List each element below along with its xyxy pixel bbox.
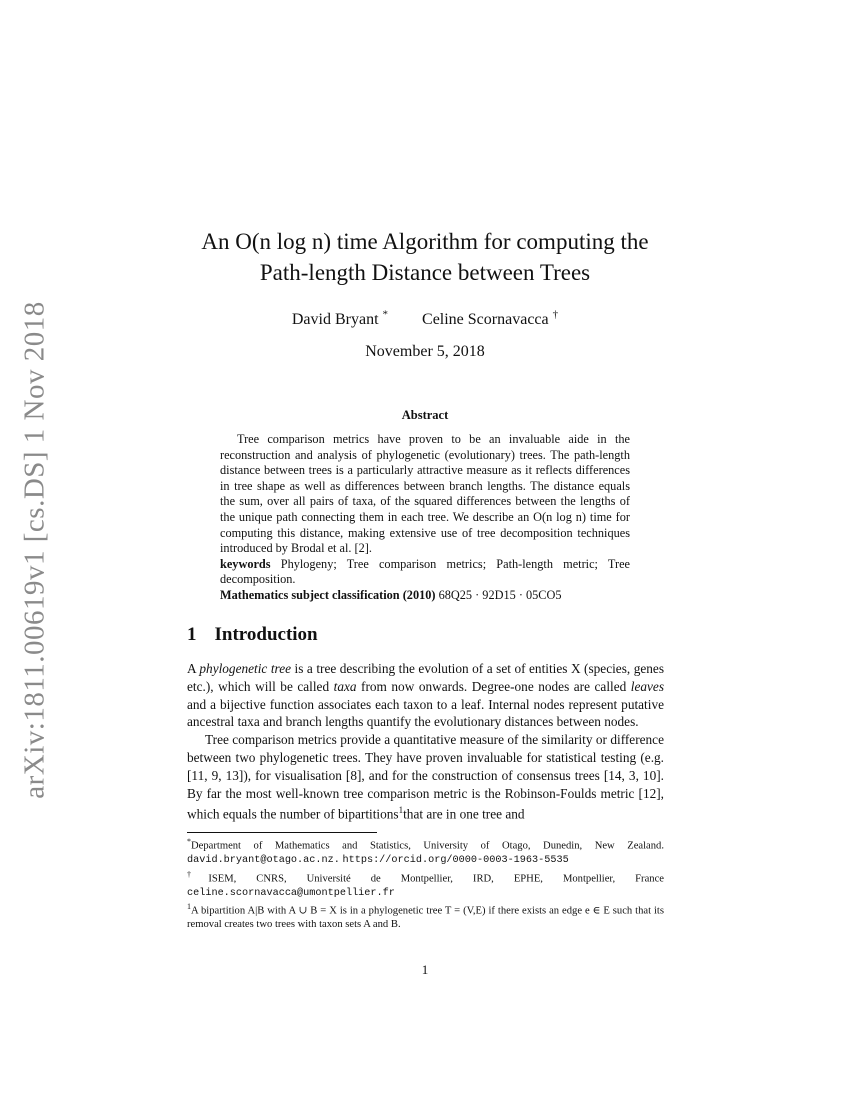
abstract <box>220 432 630 604</box>
arxiv-stamp <box>12 300 58 800</box>
footnote-ref-1: 1 <box>398 805 404 816</box>
paper-date: November 5, 2018 <box>365 343 485 360</box>
keywords-label: keywords <box>220 556 271 571</box>
author-1 <box>292 311 388 328</box>
footnote-2-text: ISEM, CNRS, Université de Montpellier, IRD, EPHE, Montpellier, France <box>208 873 664 885</box>
footnote-3 <box>187 900 664 932</box>
title-line-2: Path-length Distance between Trees <box>259 260 591 285</box>
p1-text-c: from now onwards. Degree-one nodes are called <box>356 678 631 694</box>
paragraph-2 <box>187 731 664 823</box>
page-number: 1 <box>421 962 429 977</box>
footnote-1 <box>187 835 664 868</box>
footnote-1-text: Department of Mathematics and Statistics, University of Otago, Dunedin, New Zealand. <box>191 840 664 852</box>
keywords-text: Phylogeny; Tree comparison metrics; Path-length metric; Tree decomposition. <box>220 556 630 587</box>
section-title: Introduction <box>214 624 318 645</box>
author-1-mark: * <box>382 309 389 321</box>
section-heading <box>187 624 318 646</box>
abstract-text: Tree comparison metrics have proven to be an invaluable aide in the reconstruction and analysis of phylogenetic (evolutionary) trees. The path-length distance between trees is a particularly attractive measure as it reflects differences in tree shape as well as differences between branch lengths. The distance equals the sum, over all pairs of taxa, of the squared differences between the lengths of the unique path connecting them in each tree. We describe an O(n log n) time for computing this distance, making extensive use of tree decomposition techniques introduced by Brodal et al. [2]. <box>220 432 630 556</box>
footnote-rule <box>187 832 377 833</box>
p2-text-b: that are in one tree and <box>403 806 525 822</box>
msc-codes: 68Q25 · 92D15 · 05CO5 <box>438 587 562 602</box>
body-text <box>187 660 664 824</box>
msc-classification <box>220 588 630 604</box>
author-list <box>200 309 650 329</box>
footnote-1-url[interactable]: https://orcid.org/0000-0003-1963-5535 <box>342 855 569 867</box>
msc-label: Mathematics subject classification (2010) <box>220 587 436 602</box>
arxiv-identifier: arXiv:1811.00619v1 [cs.DS] 1 Nov 2018 <box>18 301 51 799</box>
p1-text-a: A <box>187 661 200 676</box>
footnote-1-email[interactable]: david.bryant@otago.ac.nz. <box>187 855 340 867</box>
p1-term-taxa: taxa <box>333 678 357 694</box>
footnotes <box>187 835 664 932</box>
p2-text-a: Tree comparison metrics provide a quantitative measure of the similarity or difference between two phylogenetic trees. They have proven invaluable for statistical testing (e.g. [11, 9, 13]), for visualisation [8], and for the construction of consensus trees [14, 3, 10]. By far the most well-known tree comparison metric is the Robinson-Foulds metric [12], which equals the number of bipartitions <box>187 732 664 822</box>
p1-term-leaves: leaves <box>630 678 664 694</box>
keywords <box>220 557 630 588</box>
footnote-2-email[interactable]: celine.scornavacca@umontpellier.fr <box>187 887 395 899</box>
footnote-3-text: A bipartition A|B with A ∪ B = X is in a phylogenetic tree T = (V,E) if there exists an edge e ∈ E such that its removal creates two trees with taxon sets A and B. <box>187 905 664 931</box>
author-2-mark: † <box>552 309 559 321</box>
paragraph-1 <box>187 660 664 731</box>
section-number: 1 <box>187 624 197 645</box>
footnote-2-mark: † <box>187 869 209 879</box>
title-line-1: An O(n log n) time Algorithm for computing the <box>201 229 649 254</box>
author-1-name: David Bryant <box>291 311 379 329</box>
abstract-heading: Abstract <box>401 408 449 422</box>
footnote-1-mark: * <box>187 837 191 846</box>
footnote-3-mark: 1 <box>187 902 191 912</box>
author-2 <box>422 311 558 328</box>
p1-term-phylogenetic-tree: phylogenetic tree <box>199 661 292 676</box>
author-2-name: Celine Scornavacca <box>422 311 549 329</box>
footnote-2 <box>187 868 664 901</box>
paper-title <box>120 226 730 288</box>
p1-text-b: is a tree describing the evolution of a set of entities X (species, genes etc.), which will be called <box>187 661 664 694</box>
p1-text-d: and a bijective function associates each taxon to a leaf. Internal nodes represent putative ancestral taxa and branch lengths quantify the evolutionary distances between nodes. <box>187 696 664 730</box>
